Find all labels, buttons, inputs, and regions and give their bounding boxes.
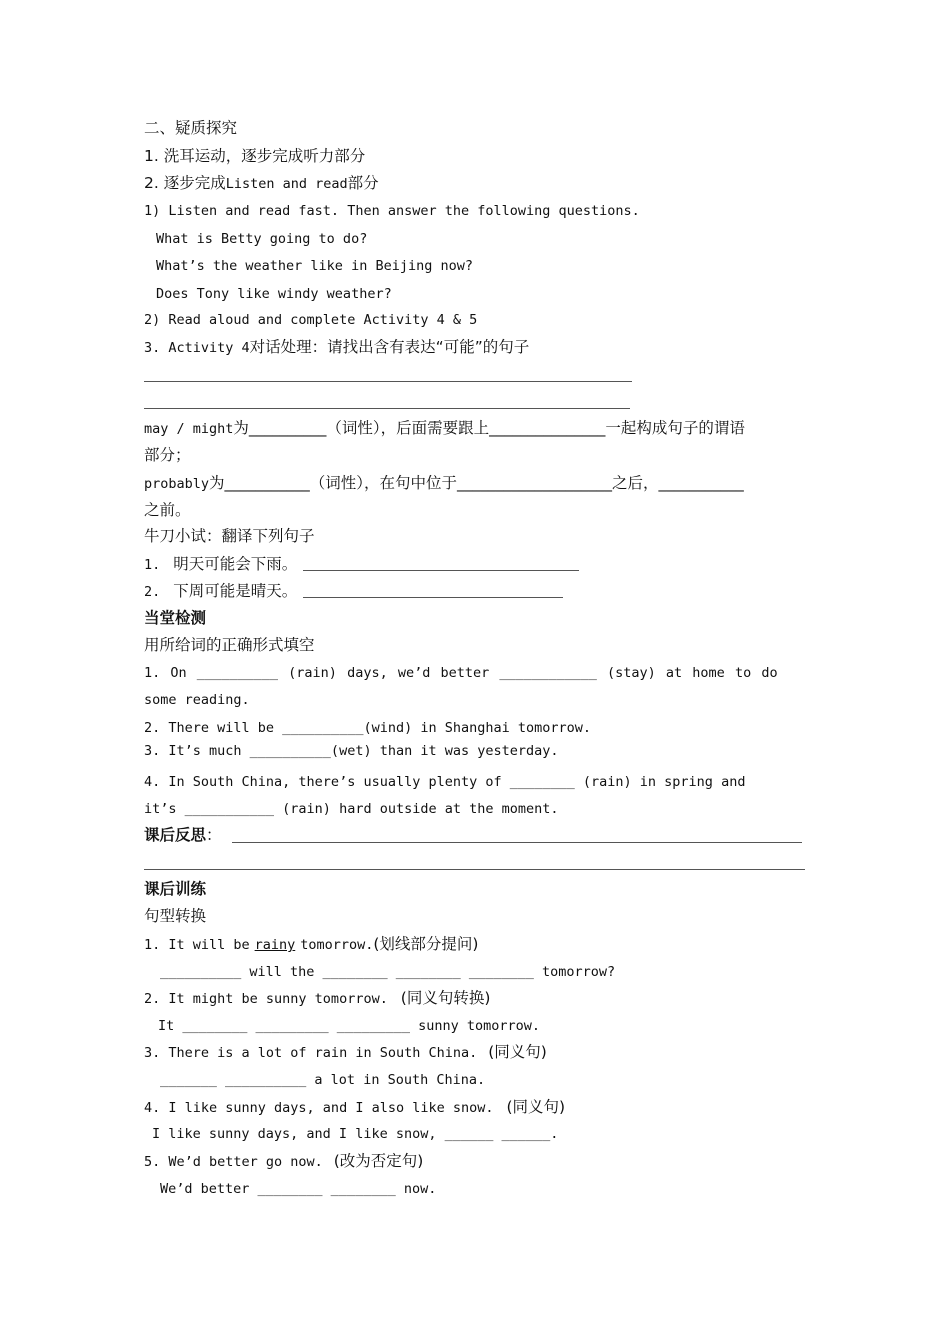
practice-text-2: 下周可能是晴天。	[173, 582, 298, 600]
homework-q1-pre: 1. It will be	[144, 937, 250, 953]
answer-line	[232, 842, 802, 843]
step-2	[144, 172, 379, 195]
homework-q5-text: 5. We’d better go now.	[144, 1154, 323, 1170]
probably-text: 为___________（词性），在句中位于____________________之后，___________	[209, 474, 744, 492]
test-title: 当堂检测	[144, 609, 207, 627]
question-2: What’s the weather like in Beijing now?	[156, 258, 473, 274]
question-3: Does Tony like windy weather?	[156, 286, 392, 302]
question-intro: 1) Listen and read fast. Then answer the following questions.	[144, 203, 640, 219]
test-q1: 1. On __________ (rain) days, we’d better ____________ (stay) at home to do	[144, 665, 778, 681]
homework-q3	[144, 1041, 547, 1064]
practice-sentence-2	[144, 580, 297, 603]
may-might-line	[144, 417, 745, 440]
probably-word: probably	[144, 476, 210, 492]
homework-q4-text: 4. I like sunny days, and I also like snow.	[144, 1100, 494, 1116]
may-might-text: 为__________（词性），后面需要跟上_______________一起构成句子的谓语	[233, 419, 745, 437]
homework-q5-note: (改为否定句)	[333, 1152, 424, 1170]
step-3	[144, 336, 529, 359]
step-3-text: 对话处理：请找出含有表达“可能”的句子	[249, 338, 530, 356]
homework-q2-answer: It ________ _________ _________ sunny tomorrow.	[158, 1018, 541, 1034]
step-1: 1. 洗耳运动，逐步完成听力部分	[144, 147, 366, 165]
step-2-mono: Listen and read	[225, 176, 348, 192]
section-title: 二、疑质探究	[144, 119, 238, 137]
probably-line	[144, 472, 744, 495]
step-3-mono: 3. Activity 4	[144, 340, 250, 356]
homework-q5	[144, 1150, 423, 1173]
step-2-prefix: 2. 逐步完成	[144, 174, 226, 192]
answer-line	[303, 597, 563, 598]
homework-q3-text: 3. There is a lot of rain in South China.	[144, 1045, 478, 1061]
test-q4-cont: it’s ___________ (rain) hard outside at the moment.	[144, 801, 559, 817]
practice-num-2: 2.	[144, 584, 161, 600]
test-q1-cont: some reading.	[144, 692, 250, 708]
reflection-colon: ：	[206, 826, 222, 844]
test-q2: 2. There will be __________(wind) in Shanghai tomorrow.	[144, 720, 592, 736]
practice-sentence-1	[144, 553, 297, 576]
reflection-label	[144, 824, 222, 846]
homework-q2-text: 2. It might be sunny tomorrow.	[144, 991, 388, 1007]
step-2-suffix: 部分	[347, 174, 379, 192]
homework-q1-note: (划线部分提问)	[373, 935, 479, 953]
activity-step: 2) Read aloud and complete Activity 4 & 5	[144, 312, 478, 328]
homework-q1	[144, 933, 478, 956]
probably-line-cont: 之前。	[144, 501, 191, 519]
homework-q4-answer: I like sunny days, and I like snow, ______ ______.	[152, 1126, 559, 1142]
question-1: What is Betty going to do?	[156, 231, 368, 247]
homework-q1-answer: __________ will the ________ ________ ________ tomorrow?	[160, 964, 616, 980]
practice-num-1: 1.	[144, 557, 161, 573]
homework-subtitle: 句型转换	[144, 907, 207, 925]
test-q4: 4. In South China, there’s usually plenty of ________ (rain) in spring and	[144, 774, 746, 790]
answer-line	[144, 869, 805, 870]
homework-q2-note: (同义句转换)	[400, 989, 491, 1007]
practice-title: 牛刀小试：翻译下列句子	[144, 527, 315, 545]
homework-q3-note: (同义句)	[488, 1043, 547, 1061]
homework-q1-post: tomorrow.	[300, 937, 374, 953]
practice-text-1: 明天可能会下雨。	[173, 555, 298, 573]
may-might-line-cont: 部分；	[144, 446, 191, 464]
answer-line	[303, 570, 579, 571]
homework-q5-answer: We’d better ________ ________ now.	[160, 1181, 437, 1197]
homework-q2	[144, 987, 490, 1010]
reflection-title: 课后反思	[144, 826, 207, 844]
homework-q3-answer: _______ __________ a lot in South China.	[160, 1072, 486, 1088]
answer-line	[144, 381, 632, 382]
homework-q4	[144, 1096, 565, 1119]
homework-q4-note: (同义句)	[506, 1098, 566, 1116]
may-might-word: may / might	[144, 421, 234, 437]
test-subtitle: 用所给词的正确形式填空	[144, 636, 315, 654]
test-q3: 3. It’s much __________(wet) than it was yesterday.	[144, 743, 559, 759]
answer-line	[144, 408, 630, 409]
homework-q1-underlined: rainy	[254, 937, 296, 953]
homework-title: 课后训练	[144, 880, 207, 898]
